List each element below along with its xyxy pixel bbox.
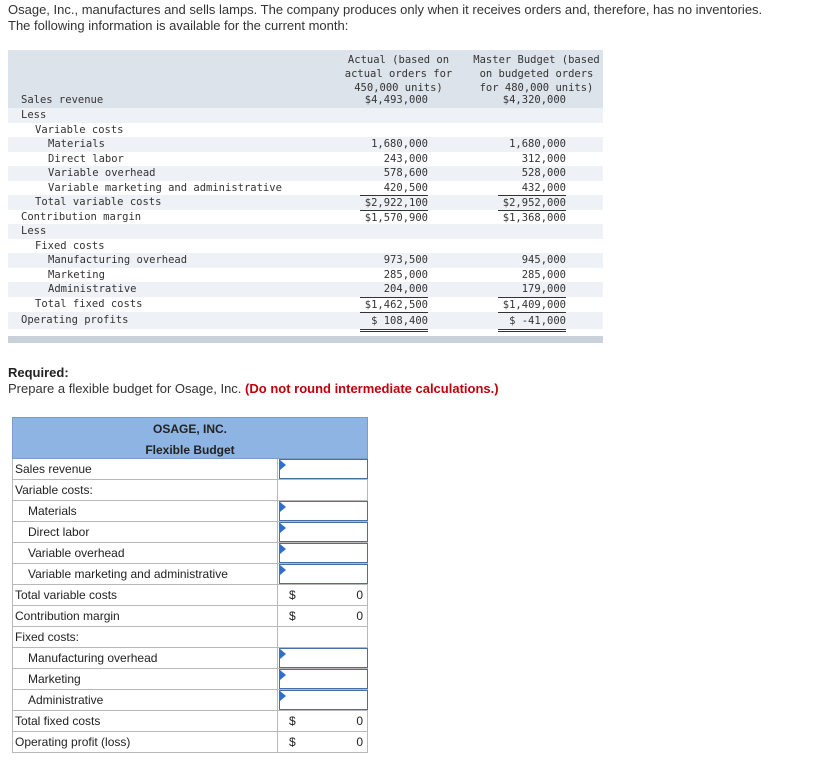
row-label: Fixed costs	[35, 239, 105, 252]
master-value: 528,000	[521, 167, 566, 179]
flex-row-total-variable-costs	[12, 585, 368, 606]
required-text: Prepare a flexible budget for Osage, Inc.	[8, 381, 242, 396]
master-value: $1,409,000	[498, 297, 566, 313]
header-master	[470, 53, 603, 95]
flex-label-cell	[13, 585, 278, 605]
actual-value: $2,922,100	[360, 195, 428, 211]
total-variable-costs-value: 0	[356, 588, 363, 602]
master-value: $4,320,000	[502, 94, 566, 106]
flex-label: Administrative	[28, 693, 104, 707]
master-value: 432,000	[521, 181, 566, 194]
given-row	[8, 224, 603, 239]
dollar-sign: $	[289, 588, 296, 602]
flex-label: Sales revenue	[15, 462, 92, 476]
row-label: Variable overhead	[48, 167, 156, 179]
required-instruction	[8, 381, 499, 397]
flex-row-sales-revenue	[12, 459, 368, 480]
flex-row-contribution-margin	[12, 606, 368, 627]
given-row	[8, 253, 603, 268]
flex-label-cell	[13, 543, 278, 563]
header-actual-line: actual orders for	[344, 68, 453, 80]
master-value: 179,000	[521, 283, 566, 295]
flex-label-cell	[13, 690, 278, 710]
actual-value: $4,493,000	[364, 94, 428, 106]
given-row	[8, 268, 603, 283]
flex-label: Manufacturing overhead	[28, 651, 158, 665]
flex-label-cell	[13, 522, 278, 542]
flex-row-variable-costs-header	[12, 480, 368, 501]
marketing-input[interactable]	[279, 669, 368, 689]
given-row	[8, 282, 603, 297]
required-note: (Do not round intermediate calculations.)	[245, 381, 499, 396]
flex-label: Direct labor	[28, 525, 90, 539]
master-value: $ -41,000	[498, 312, 566, 332]
given-row	[8, 166, 603, 181]
flex-row-variable-overhead	[12, 543, 368, 564]
row-label: Manufacturing overhead	[48, 254, 188, 266]
given-row	[8, 123, 603, 138]
flex-label-cell	[13, 480, 278, 500]
flex-label: Operating profit (loss)	[15, 735, 131, 749]
intro-line-2: The following information is available for the current month:	[8, 18, 349, 33]
flex-label-cell	[13, 732, 278, 752]
actual-value: 578,600	[383, 167, 428, 179]
flex-row-total-fixed-costs	[12, 711, 368, 732]
input-marker-icon	[280, 670, 286, 680]
input-marker-icon	[280, 460, 286, 470]
given-row	[8, 108, 603, 123]
actual-value: 973,500	[383, 254, 428, 266]
flex-label: Materials	[28, 504, 77, 518]
row-label: Contribution margin	[21, 210, 142, 223]
given-row	[8, 137, 603, 152]
flex-subtitle: Flexible Budget	[145, 443, 235, 457]
required-section	[8, 365, 499, 397]
direct-labor-input[interactable]	[279, 522, 368, 542]
row-label: Sales revenue	[21, 94, 104, 106]
actual-value: 243,000	[383, 152, 428, 165]
row-label: Materials	[48, 138, 105, 150]
dollar-sign: $	[289, 714, 296, 728]
variable-overhead-input[interactable]	[279, 543, 368, 563]
total-fixed-costs-value: 0	[356, 714, 363, 728]
row-label: Variable costs	[35, 123, 124, 136]
row-label: Less	[21, 109, 47, 121]
actual-value: $1,570,900	[360, 210, 428, 227]
operating-profit-value: 0	[356, 735, 363, 749]
flex-row-operating-profit	[12, 732, 368, 753]
given-row	[8, 152, 603, 167]
actual-value: 420,500	[383, 181, 428, 194]
input-marker-icon	[280, 502, 286, 512]
input-marker-icon	[280, 523, 286, 533]
flex-row-manufacturing-overhead	[12, 648, 368, 669]
header-actual-line: Actual (based on	[347, 54, 450, 66]
problem-intro	[8, 2, 828, 34]
actual-value: 285,000	[383, 268, 428, 281]
given-row	[8, 195, 603, 210]
flex-label-cell	[13, 627, 278, 647]
flex-label-cell	[13, 711, 278, 731]
administrative-input[interactable]	[279, 690, 368, 710]
flex-label: Fixed costs:	[15, 630, 80, 644]
input-marker-icon	[280, 544, 286, 554]
flex-row-materials	[12, 501, 368, 522]
flex-label-cell	[13, 648, 278, 668]
given-footer-band	[8, 336, 603, 343]
flex-row-variable-marketing-admin	[12, 564, 368, 585]
row-label: Operating profits	[21, 314, 129, 326]
flex-row-administrative	[12, 690, 368, 711]
flex-label: Contribution margin	[15, 609, 120, 623]
given-row	[8, 312, 603, 329]
flex-label-cell	[13, 669, 278, 689]
variable-marketing-admin-input[interactable]	[279, 564, 368, 584]
flex-company-title: OSAGE, INC.	[152, 422, 227, 436]
row-label: Variable marketing and administrative	[48, 181, 282, 194]
intro-line-1: Osage, Inc., manufactures and sells lamps. The company produces only when it receives orders and, therefore, has no inventories.	[8, 2, 763, 17]
actual-value: 1,680,000	[371, 138, 428, 150]
given-row	[8, 181, 603, 196]
master-value: $1,368,000	[498, 210, 566, 227]
master-value: 1,680,000	[509, 138, 566, 150]
actual-value: $ 108,400	[360, 312, 428, 332]
row-label: Administrative	[48, 283, 137, 295]
given-row	[8, 239, 603, 254]
master-value: $2,952,000	[498, 195, 566, 211]
header-actual-line: 450,000 units)	[354, 82, 443, 94]
header-master-line: Master Budget (based	[473, 54, 600, 66]
actual-value: 204,000	[383, 283, 428, 295]
input-marker-icon	[280, 649, 286, 659]
row-label: Marketing	[48, 268, 105, 281]
master-value: 285,000	[521, 268, 566, 281]
row-label: Less	[21, 225, 47, 237]
header-master-line: for 480,000 units)	[479, 82, 594, 94]
header-actual	[341, 53, 456, 95]
sales-revenue-input[interactable]	[279, 459, 368, 479]
flex-label-cell	[13, 501, 278, 521]
actual-value: $1,462,500	[360, 297, 428, 313]
row-label: Total fixed costs	[35, 297, 143, 310]
header-master-line: on budgeted orders	[479, 68, 594, 80]
flex-label: Variable costs:	[15, 483, 93, 497]
required-title: Required:	[8, 365, 69, 380]
flex-row-marketing	[12, 669, 368, 690]
flex-label: Total fixed costs	[15, 714, 101, 728]
flex-label-cell	[13, 564, 278, 584]
flex-row-fixed-costs-header	[12, 627, 368, 648]
input-marker-icon	[280, 691, 286, 701]
input-marker-icon	[280, 565, 286, 575]
flex-label: Variable marketing and administrative	[28, 567, 228, 581]
materials-input[interactable]	[279, 501, 368, 521]
master-value: 945,000	[521, 254, 566, 266]
flex-label-cell	[13, 459, 278, 479]
given-row	[8, 210, 603, 225]
flex-label: Variable overhead	[28, 546, 125, 560]
flex-title-band	[12, 417, 368, 459]
row-label: Total variable costs	[35, 196, 162, 208]
flex-label: Marketing	[28, 672, 81, 686]
dollar-sign: $	[289, 609, 296, 623]
dollar-sign: $	[289, 735, 296, 749]
given-row	[8, 93, 603, 108]
given-row	[8, 297, 603, 312]
flex-row-direct-labor	[12, 522, 368, 543]
flex-label-cell	[13, 606, 278, 626]
manufacturing-overhead-input[interactable]	[279, 648, 368, 668]
contribution-margin-value: 0	[356, 609, 363, 623]
master-value: 312,000	[521, 152, 566, 165]
row-label: Direct labor	[48, 152, 124, 165]
flex-label: Total variable costs	[15, 588, 118, 602]
